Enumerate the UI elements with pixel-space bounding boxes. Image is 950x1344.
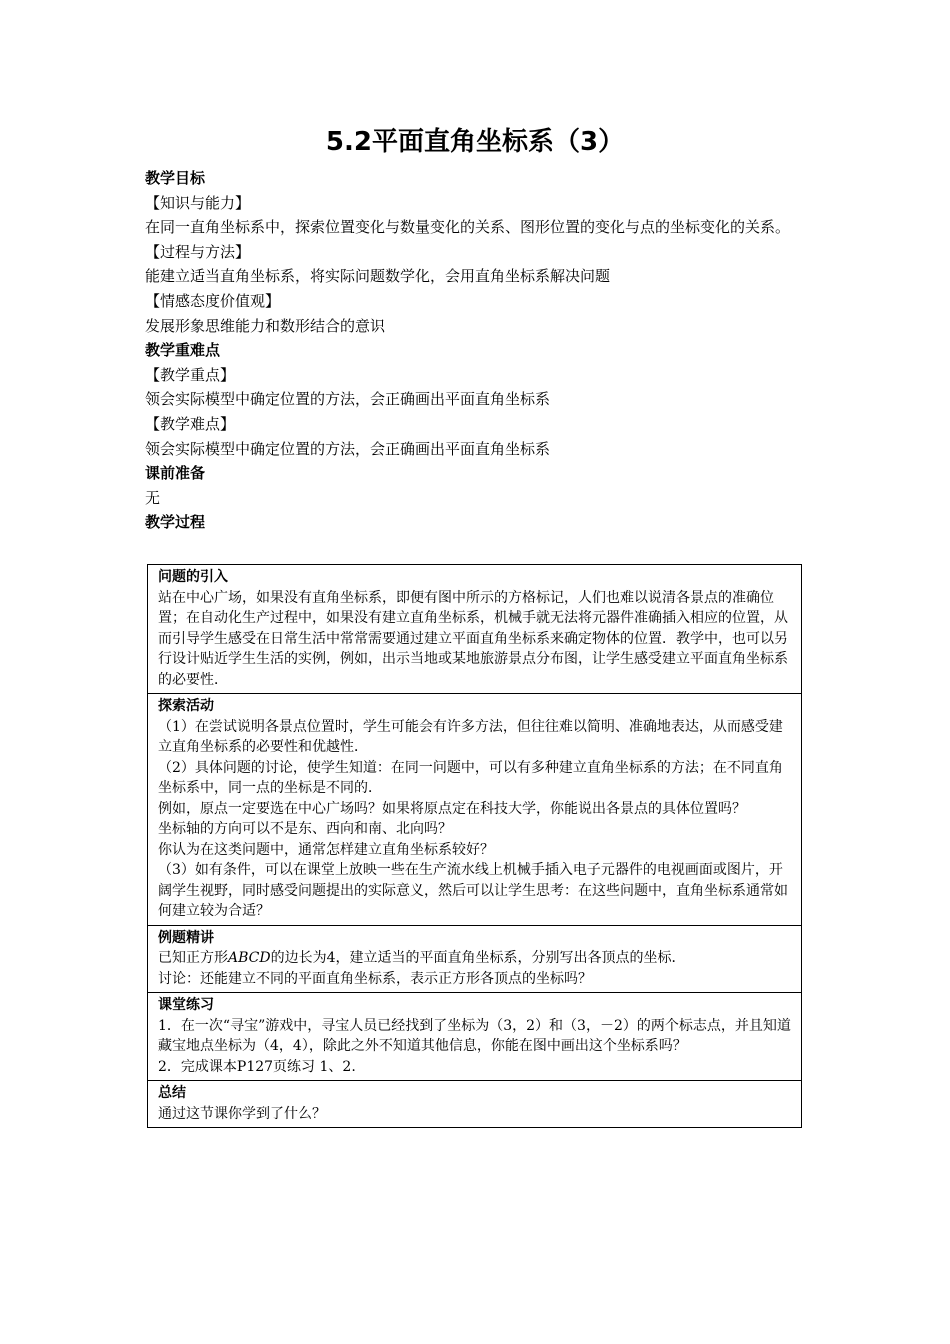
example-cell <box>148 925 802 993</box>
emotion-text: 发展形象思维能力和数形结合的意识 <box>145 316 386 335</box>
knowledge-text: 在同一直角坐标系中，探索位置变化与数量变化的关系、图形位置的变化与点的坐标变化的关系。 <box>145 218 791 237</box>
summary-cell <box>148 1081 802 1128</box>
intro-cell <box>148 565 802 694</box>
table-row <box>148 925 802 993</box>
example-text <box>158 948 791 969</box>
page-title: 5.2平面直角坐标系（3） <box>325 127 625 157</box>
difficulty-label: 【教学难点】 <box>145 414 236 433</box>
emotion-label: 【情感态度价值观】 <box>145 291 281 310</box>
explore-title: 探索活动 <box>158 698 214 714</box>
example-text-before: 已知正方形 <box>158 950 228 966</box>
practice-q1: 1．在一次“寻宝”游戏中，寻宝人员已经找到了坐标为（3，2）和（3，－2）的两个标志点，并且知道藏宝地点坐标为（4，4），除此之外不知道其他信息，你能在图中画出这个坐标系吗？ <box>158 1017 791 1054</box>
table-row <box>148 993 802 1081</box>
summary-title: 总结 <box>158 1085 186 1101</box>
objectives-heading: 教学目标 <box>145 169 206 187</box>
table-row <box>148 1081 802 1128</box>
process-method-label: 【过程与方法】 <box>145 242 251 261</box>
process-method-text: 能建立适当直角坐标系，将实际问题数学化，会用直角坐标系解决问题 <box>145 267 611 286</box>
practice-title: 课堂练习 <box>158 997 214 1013</box>
key-points-heading: 教学重难点 <box>145 341 221 360</box>
practice-cell <box>148 993 802 1081</box>
difficulty-text: 领会实际模型中确定位置的方法，会正确画出平面直角坐标系 <box>145 439 551 458</box>
knowledge-label: 【知识与能力】 <box>145 193 251 212</box>
explore-p6: （3）如有条件，可以在课堂上放映一些在生产流水线上机械手插入电子元器件的电视画面或图片，开阔学生视野，同时感受问题提出的实际意义，然后可以让学生思考：在这些问题中，直角坐标系通常如何建立较为合适？ <box>158 862 788 919</box>
document-body <box>145 166 810 535</box>
practice-q2: 2．完成课本P127页练习 1、2. <box>158 1058 356 1075</box>
preparation-text: 无 <box>145 488 161 507</box>
explore-p3: 例如，原点一定要选在中心广场吗？如果将原点定在科技大学，你能说出各景点的具体位置吗？ <box>158 800 746 817</box>
teaching-process-table <box>147 564 802 1128</box>
explore-p5: 你认为在这类问题中，通常怎样建立直角坐标系较好？ <box>158 841 494 858</box>
process-heading: 教学过程 <box>145 513 206 532</box>
explore-p2: （2）具体问题的讨论，使学生知道：在同一问题中，可以有多种建立直角坐标系的方法；在不同直角坐标系中，同一点的坐标是不同的． <box>158 759 783 796</box>
table-row <box>148 694 802 926</box>
example-title: 例题精讲 <box>158 929 214 946</box>
table-row <box>148 565 802 694</box>
summary-text: 通过这节课你学到了什么？ <box>158 1105 326 1122</box>
focus-label: 【教学重点】 <box>145 365 236 384</box>
preparation-heading: 课前准备 <box>145 464 206 483</box>
intro-text: 站在中心广场，如果没有直角坐标系，即便有图中所示的方格标记，人们也难以说清各景点的准确位置；在自动化生产过程中，如果没有建立直角坐标系，机械手就无法将元器件准确插入相应的位置，从而引导学生感受在日常生活中常常需要通过建立平面直角坐标系来确定物体的位置．教学中，也可以另行设计贴近学生生活的实例，例如，出示当地或某地旅游景点分布图，让学生感受建立平面直角坐标系的必要性． <box>158 589 788 688</box>
example-text-after: 的边长为4，建立适当的平面直角坐标系，分别写出各顶点的坐标． <box>270 950 686 966</box>
explore-p1: （1）在尝试说明各景点位置时，学生可能会有许多方法，但往往难以简明、准确地表达，从而感受建立直角坐标系的必要性和优越性． <box>158 718 783 755</box>
explore-p4: 坐标轴的方向可以不是东、西向和南、北向吗？ <box>158 821 452 837</box>
explore-cell <box>148 694 802 926</box>
square-name: ABCD <box>228 950 271 966</box>
example-discussion: 讨论：还能建立不同的平面直角坐标系，表示正方形各顶点的坐标吗？ <box>158 970 592 987</box>
intro-title: 问题的引入 <box>158 569 228 585</box>
focus-text: 领会实际模型中确定位置的方法，会正确画出平面直角坐标系 <box>145 390 551 409</box>
